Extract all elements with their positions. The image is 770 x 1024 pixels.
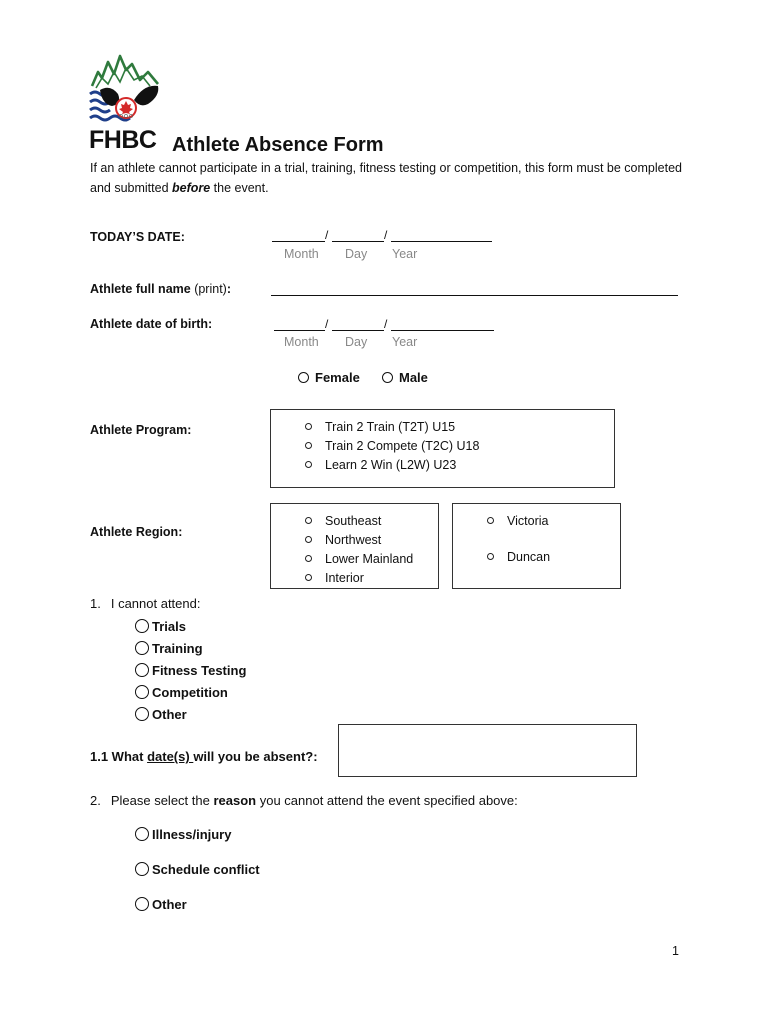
- region-option-southeast[interactable]: [305, 511, 413, 530]
- radio-bullet-icon: [305, 517, 312, 524]
- region-options-right-box: [452, 503, 621, 589]
- attend-option-training[interactable]: [135, 637, 246, 659]
- dob-day-field[interactable]: [332, 330, 384, 331]
- radio-circle-icon: [382, 372, 393, 383]
- day-hint: Day: [345, 247, 368, 261]
- attend-option-label: Fitness Testing: [152, 662, 247, 678]
- page-number: 1: [672, 944, 679, 958]
- todays-date-day-field[interactable]: [332, 241, 384, 242]
- fhbc-logo: [86, 50, 166, 128]
- radio-circle-icon: [135, 897, 149, 911]
- dob-label: Athlete date of birth:: [90, 317, 213, 331]
- year-hint: Year: [392, 335, 418, 349]
- radio-bullet-icon: [305, 555, 312, 562]
- attend-option-competition[interactable]: [135, 681, 246, 703]
- athlete-name-field[interactable]: [271, 295, 678, 296]
- question-1-1-suffix: will you be absent?:: [193, 749, 318, 764]
- question-2: [90, 793, 518, 808]
- todays-date-label: TODAY’S DATE:: [90, 230, 185, 244]
- radio-bullet-icon: [305, 461, 312, 468]
- intro-emphasis: before: [172, 181, 211, 195]
- radio-bullet-icon: [305, 423, 312, 430]
- question-2-text-bold: reason: [213, 793, 257, 808]
- attend-option-other[interactable]: [135, 703, 246, 725]
- region-label: Athlete Region:: [90, 525, 183, 539]
- dob-year-field[interactable]: [391, 330, 494, 331]
- reason-option-illness[interactable]: [135, 823, 231, 845]
- reason-option-label: Other: [152, 896, 187, 912]
- radio-circle-icon: [135, 641, 149, 655]
- program-option-label: Learn 2 Win (L2W) U23: [325, 457, 457, 472]
- radio-circle-icon: [135, 685, 149, 699]
- question-1: [90, 596, 200, 611]
- question-1-1-prefix: 1.1 What: [90, 749, 148, 764]
- radio-bullet-icon: [305, 536, 312, 543]
- year-hint: Year: [392, 247, 418, 261]
- region-option-label: Lower Mainland: [325, 551, 414, 566]
- attend-option-label: Other: [152, 706, 187, 722]
- question-number: 1.: [90, 596, 101, 611]
- region-option-lower-mainland[interactable]: [305, 549, 413, 568]
- form-title: Athlete Absence Form: [172, 134, 384, 156]
- date-slash: /: [384, 228, 388, 242]
- program-option-l2w[interactable]: [305, 455, 479, 474]
- question-number: 2.: [90, 793, 101, 808]
- region-option-label: Southeast: [325, 513, 382, 528]
- region-option-label: Victoria: [507, 513, 549, 528]
- question-1-1: [90, 749, 318, 764]
- absence-dates-input[interactable]: [338, 724, 637, 777]
- gender-female-label: Female: [315, 370, 360, 385]
- month-hint: Month: [284, 335, 319, 349]
- program-options-box: [270, 409, 615, 488]
- attend-option-trials[interactable]: [135, 615, 246, 637]
- program-option-label: Train 2 Train (T2T) U15: [325, 419, 456, 434]
- date-slash: /: [325, 228, 329, 242]
- radio-bullet-icon: [487, 553, 494, 560]
- region-option-label: Duncan: [507, 549, 551, 564]
- radio-circle-icon: [135, 862, 149, 876]
- reason-option-other[interactable]: [135, 893, 187, 915]
- radio-bullet-icon: [305, 442, 312, 449]
- region-option-victoria[interactable]: [487, 511, 550, 530]
- program-label: Athlete Program:: [90, 423, 192, 437]
- date-slash: /: [384, 317, 388, 331]
- name-label-print: (print): [190, 282, 227, 296]
- reason-option-schedule[interactable]: [135, 858, 260, 880]
- form-intro: [90, 158, 690, 198]
- question-text: I cannot attend:: [110, 596, 201, 611]
- region-option-duncan[interactable]: [487, 547, 550, 566]
- day-hint: Day: [345, 335, 368, 349]
- name-label-bold: Athlete full name: [90, 282, 191, 296]
- attend-options-list: [135, 615, 246, 725]
- question-2-text-start: Please select the: [110, 793, 214, 808]
- reason-option-label: Schedule conflict: [152, 861, 260, 877]
- radio-bullet-icon: [487, 517, 494, 524]
- attend-option-label: Trials: [152, 618, 186, 634]
- attend-option-label: Training: [152, 640, 203, 656]
- athlete-name-label: [90, 282, 231, 296]
- radio-bullet-icon: [305, 574, 312, 581]
- reason-option-label: Illness/injury: [152, 826, 232, 842]
- radio-circle-icon: [135, 663, 149, 677]
- month-hint: Month: [284, 247, 319, 261]
- gender-female-option[interactable]: [298, 370, 360, 385]
- question-1-1-underlined: date(s): [147, 749, 194, 764]
- dob-month-field[interactable]: [274, 330, 325, 331]
- region-option-interior[interactable]: [305, 568, 413, 587]
- radio-circle-icon: [135, 827, 149, 841]
- todays-date-year-field[interactable]: [391, 241, 492, 242]
- gender-male-option[interactable]: [382, 370, 428, 385]
- brand-wordmark: FHBC: [89, 126, 157, 154]
- question-2-text-end: you cannot attend the event specified above:: [256, 793, 518, 808]
- program-option-t2c[interactable]: [305, 436, 479, 455]
- region-option-label: Northwest: [325, 532, 382, 547]
- region-option-label: Interior: [325, 570, 364, 585]
- attend-option-fitness-testing[interactable]: [135, 659, 246, 681]
- program-option-label: Train 2 Compete (T2C) U18: [325, 438, 480, 453]
- intro-text: If an athlete cannot participate in a trial, training, fitness testing or competition, this form must be completed and submitted: [90, 161, 682, 195]
- radio-circle-icon: [135, 619, 149, 633]
- region-options-left-box: [270, 503, 439, 589]
- date-slash: /: [325, 317, 329, 331]
- region-option-northwest[interactable]: [305, 530, 413, 549]
- program-option-t2t[interactable]: [305, 417, 479, 436]
- intro-text-end: the event.: [210, 181, 269, 195]
- attend-option-label: Competition: [152, 684, 228, 700]
- name-label-colon: :: [226, 282, 232, 296]
- radio-circle-icon: [298, 372, 309, 383]
- gender-male-label: Male: [399, 370, 428, 385]
- radio-circle-icon: [135, 707, 149, 721]
- todays-date-month-field[interactable]: [272, 241, 325, 242]
